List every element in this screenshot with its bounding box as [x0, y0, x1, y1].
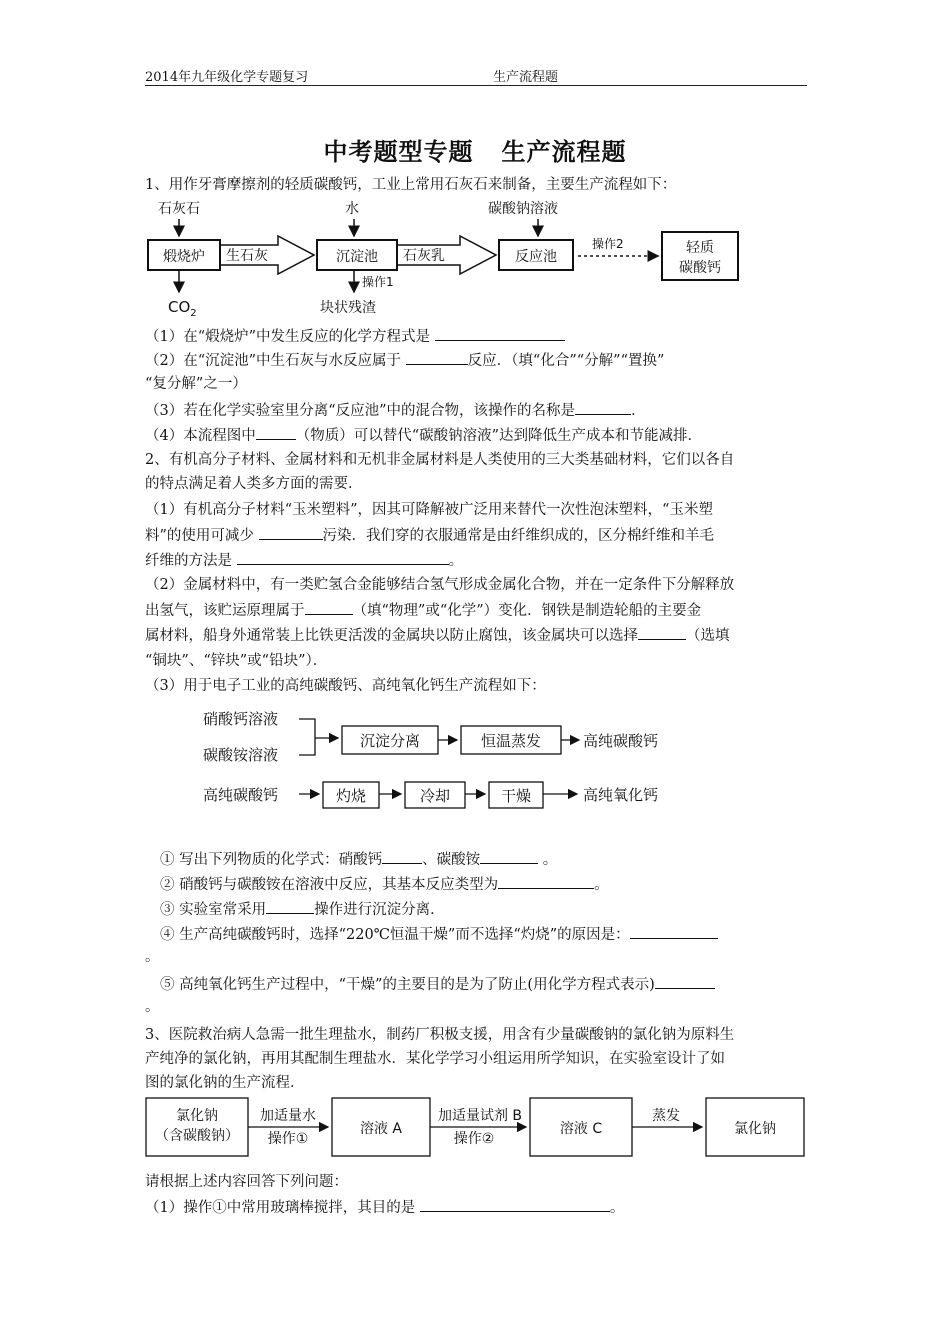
q3-box3-label: 溶液 C: [559, 1121, 603, 1137]
q2-p3: （3）用于电子工业的高纯碳酸钙、高纯氧化钙生产流程如下：: [145, 678, 546, 694]
q1-quicklime-label: 生石灰: [226, 248, 268, 264]
q1-sub2-text-a: （2）在“沉淀池”中生石灰与水反应属于: [145, 353, 402, 369]
q2-item2-text-b: 。: [594, 877, 609, 893]
q1-product-line2: 碳酸钙: [679, 260, 721, 276]
q2-item3-blank[interactable]: [266, 899, 314, 914]
q3-line1: 3、医院救治病人急需一批生理盐水，制药厂积极支援，用含有少量碳酸钠的氯化钠为原料生: [145, 1027, 735, 1043]
q2-p2-blank2[interactable]: [638, 625, 686, 640]
q3-box2-label: 溶液 A: [359, 1121, 403, 1137]
q3-box4-label: 氯化钠: [734, 1121, 776, 1137]
q3-line2: 产纯净的氯化钠，再用其配制生理盐水．某化学学习小组运用所学知识，在实验室设计了如: [145, 1051, 725, 1067]
q1-furnace-label: 煅烧炉: [163, 249, 205, 265]
q1-soda-label: 碳酸钠溶液: [488, 201, 558, 217]
q2-input1-label: 硝酸钙溶液: [203, 710, 279, 728]
q1-sub3-text-a: （3）若在化学实验室里分离“反应池”中的混合物，该操作的名称是: [145, 403, 576, 419]
q2-p1-blank2[interactable]: [237, 550, 449, 565]
q2-item5-text-a: ⑤ 高纯氧化钙生产过程中，“干燥”的主要目的是为了防止(用化学方程式表示): [160, 977, 655, 993]
q2-p1c-text: 污染．我们穿的衣服通常是由纤维织成的，区分棉纤维和羊毛: [322, 528, 715, 544]
q3-box1-line2: （含碳酸钠）: [155, 1128, 239, 1144]
q3-sub1-text-b: 。: [609, 1200, 625, 1216]
q2-output2-label: 高纯氧化钙: [583, 786, 659, 804]
q2-start2-label: 高纯碳酸钙: [203, 786, 279, 804]
q1-sub4-text-b: （物质）可以替代“碳酸钠溶液”达到降低生产成本和节能减排．: [295, 428, 703, 444]
q1-residue-label: 块状残渣: [320, 300, 376, 316]
q2-p1e-text: 。: [448, 553, 464, 569]
q2-cool-label: 冷却: [419, 787, 451, 805]
q1-op1-label: 操作1: [362, 275, 394, 289]
q3-arrow1-bot: 操作①: [267, 1131, 309, 1147]
q2-item5: [160, 974, 715, 995]
q1-sub2-cont: “复分解”之一）: [145, 376, 247, 392]
header-left: 2014年九年级化学专题复习: [145, 70, 309, 85]
q2-item1-text-a: ① 写出下列物质的化学式：硝酸钙: [160, 852, 383, 868]
q1-flow-diagram: [140, 196, 750, 321]
q2-p2b-text: 出氢气，该贮运原理属于: [145, 603, 305, 619]
q2-p1d-text: 纤维的方法是: [145, 553, 232, 569]
q3-sub1-text-a: （1）操作①中常用玻璃棒搅拌，其目的是: [145, 1200, 416, 1216]
q1-sub3: [145, 400, 646, 421]
q1-water-label: 水: [345, 201, 359, 217]
q1-sub2-blank[interactable]: [406, 350, 468, 365]
q2-p2d-text: 属材料，船身外通常装上比铁更活泼的金属块以防止腐蚀，该金属块可以选择: [145, 628, 638, 644]
q1-sub4: [145, 425, 702, 446]
q1-pool-label: 沉淀池: [336, 249, 378, 265]
q3-arrow2-top: 加适量试剂 B: [437, 1108, 523, 1124]
q2-input2-label: 碳酸铵溶液: [203, 746, 279, 764]
q2-item4-end: 。: [145, 949, 160, 965]
header-rule: [145, 85, 807, 86]
q2-sep-label: 沉淀分离: [359, 732, 421, 750]
q2-item4-text-a: ④ 生产高纯碳酸钙时，选择“220℃恒温干燥”而不选择“灼烧”的原因是：: [160, 927, 630, 943]
q3-arrow1-top: 加适量水: [260, 1108, 316, 1124]
header-right: 生产流程题: [493, 70, 559, 85]
q2-p2-line2: [145, 600, 701, 621]
q2-item2-blank[interactable]: [498, 874, 594, 889]
page-title: 中考题型专题 生产流程题: [323, 138, 627, 166]
q2-burn-label: 灼烧: [335, 787, 367, 805]
q2-evap-label: 恒温蒸发: [480, 732, 542, 750]
q3-arrow3-top: 蒸发: [652, 1108, 680, 1124]
q2-p1-line2: [145, 525, 714, 546]
q2-item2-text-a: ② 硝酸钙与碳酸铵在溶液中反应，其基本反应类型为: [160, 877, 499, 893]
q2-flow-diagram: [195, 700, 695, 825]
q1-sub3-text-b: ．: [631, 403, 646, 419]
q2-item5-end: 。: [145, 999, 160, 1015]
q3-line3: 图的氯化钠的生产流程．: [145, 1075, 305, 1091]
q1-intro: 1、用作牙膏摩擦剂的轻质碳酸钙，工业上常用石灰石来制备，主要生产流程如下：: [145, 177, 677, 193]
q2-p2c-text: （填“物理”或“化学”）变化．钢铁是制造轮船的主要金: [352, 603, 702, 619]
q2-p1-line1: （1）有机高分子材料“玉米塑料”，因其可降解被广泛用来替代一次性泡沫塑料，“玉米塑: [145, 502, 713, 518]
q2-p1-line3: [145, 550, 463, 571]
q2-item2: [160, 874, 609, 895]
q2-item4-blank[interactable]: [630, 924, 718, 939]
q2-p1b-text: 料”的使用可减少: [145, 528, 254, 544]
q3-arrow2-bot: 操作②: [453, 1131, 495, 1147]
q2-item4: [160, 924, 718, 945]
q1-reactor-label: 反应池: [515, 249, 557, 265]
q2-item5-blank[interactable]: [655, 974, 715, 989]
q1-sub2-text-b: 反应．（填“化合”“分解”“置换”: [467, 353, 665, 369]
q1-sub1-blank[interactable]: [435, 326, 565, 341]
q2-merge-bracket: [299, 719, 315, 755]
q2-item1-text-b: 、碳酸铵: [422, 852, 481, 868]
q2-item1-blank1[interactable]: [382, 849, 422, 864]
q2-item3-text-b: 操作进行沉淀分离．: [314, 902, 445, 918]
q2-p2e-text: （选填: [686, 628, 730, 644]
q3-sub1-blank[interactable]: [420, 1197, 610, 1212]
q1-product-line1: 轻质: [686, 240, 714, 256]
q2-dry-label: 干燥: [500, 787, 532, 805]
q2-line2: 的特点满足着人类多方面的需要．: [145, 476, 363, 492]
q1-sub1-text: （1）在“煅烧炉”中发生反应的化学方程式是: [145, 329, 431, 345]
q1-co2-label: $CO_2$: [168, 298, 197, 319]
q2-item1: [160, 849, 557, 870]
q2-output1-label: 高纯碳酸钙: [583, 732, 659, 750]
q2-p2-line1: （2）金属材料中，有一类贮氢合金能够结合氢气形成金属化合物，并在一定条件下分解释放: [145, 577, 735, 593]
q3-ask: 请根据上述内容回答下列问题：: [145, 1174, 348, 1190]
q2-item1-blank2[interactable]: [480, 849, 538, 864]
q3-box1-line1: 氯化钠: [176, 1108, 218, 1124]
q2-p2-line3: [145, 625, 730, 646]
q2-p2-blank1[interactable]: [305, 600, 353, 615]
q2-item3: [160, 899, 445, 920]
q1-op2-label: 操作2: [592, 237, 624, 251]
q3-sub1: [145, 1197, 624, 1218]
q1-sub1: [145, 326, 565, 347]
q1-sub4-text-a: （4）本流程图中: [145, 428, 256, 444]
q2-item1-text-c: 。: [542, 852, 558, 868]
q2-item3-text-a: ③ 实验室常采用: [160, 902, 267, 918]
q1-lime-milk-label: 石灰乳: [403, 248, 445, 264]
q2-p2-line4: “铜块”、“锌块”或“铅块”）．: [145, 653, 328, 669]
q1-sub3-blank[interactable]: [575, 400, 631, 415]
q3-flow-diagram: [143, 1096, 809, 1160]
q1-sub4-blank[interactable]: [256, 425, 296, 440]
q1-limestone-label: 石灰石: [158, 201, 200, 217]
q2-p1-blank1[interactable]: [259, 525, 323, 540]
q2-line1: 2、有机高分子材料、金属材料和无机非金属材料是人类使用的三大类基础材料，它们以各自: [145, 452, 735, 468]
q3-box-1: [146, 1098, 248, 1156]
q1-sub2: [145, 350, 664, 371]
